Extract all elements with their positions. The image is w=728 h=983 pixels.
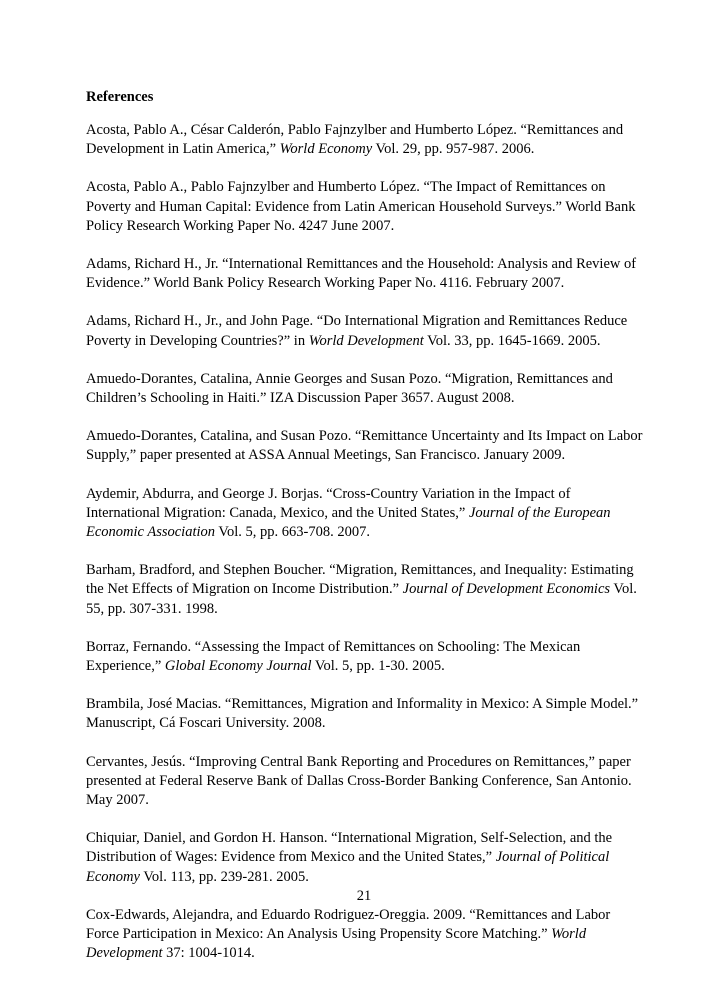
reference-text: Acosta, Pablo A., Pablo Fajnzylber and Humberto López. “The Impact of Remittances on Poverty and Human Capital: Evidence from Latin American Household Surveys.” World Bank Policy Research Working Paper No. 4247 June 2007. [86,179,636,234]
reference-text: Chiquiar, Daniel, and Gordon H. Hanson. “International Migration, Self-Selection, and the Distribution of Wages: Evidence from Mexico and the United States,” [86,830,613,866]
reference-item [86,753,646,811]
reference-item [86,906,646,964]
reference-item [86,427,646,465]
references-heading: References [86,89,154,105]
reference-journal: Journal of the European Economic Association [86,504,611,541]
reference-details: 37: 1004-1014. [162,945,255,962]
reference-journal: Global Economy Journal [164,658,312,675]
reference-journal: Journal of Development Economics [402,581,611,598]
reference-item [86,255,646,293]
reference-details: Vol. 5, pp. 663-708. 2007. [215,524,370,541]
reference-item [86,638,646,676]
reference-item [86,695,646,733]
reference-details: Vol. 5, pp. 1-30. 2005. [311,658,445,675]
reference-text: Aydemir, Abdurra, and George J. Borjas. “Cross-Country Variation in the Impact of International Migration: Canada, Mexico, and the United States,” [86,485,571,521]
reference-journal: World Development [308,332,424,349]
reference-item [86,485,646,543]
reference-list [86,121,646,983]
reference-journal: World Development [86,926,587,962]
reference-details: Vol. 113, pp. 239-281. 2005. [139,868,309,885]
reference-details: Vol. 33, pp. 1645-1669. 2005. [423,332,601,349]
reference-item [86,312,646,350]
reference-text: Brambila, José Macias. “Remittances, Migration and Informality in Mexico: A Simple Model.” Manuscript, Cá Foscari University. 2008. [86,696,639,732]
reference-text: Adams, Richard H., Jr. “International Remittances and the Household: Analysis and Review of Evidence.” World Bank Policy Research Working Paper No. 4116. February 2007. [86,256,637,292]
reference-text: Adams, Richard H., Jr., and John Page. “Do International Migration and Remittances Reduce Poverty in Developing Countries?” in [86,313,628,349]
reference-item [86,370,646,408]
reference-text: Amuedo-Dorantes, Catalina, and Susan Pozo. “Remittance Uncertainty and Its Impact on Labor Supply,” paper presented at ASSA Annual Meetings, San Francisco. January 2009. [86,428,643,464]
reference-text: Acosta, Pablo A., César Calderón, Pablo Fajnzylber and Humberto López. “Remittances and Development in Latin America,” [86,122,624,158]
reference-text: Amuedo-Dorantes, Catalina, Annie Georges and Susan Pozo. “Migration, Remittances and Children’s Schooling in Haiti.” IZA Discussion Paper 3657. August 2008. [86,370,613,407]
reference-item [86,178,646,236]
reference-journal: Journal of Political Economy [86,849,610,885]
reference-text: Cox-Edwards, Alejandra, and Eduardo Rodriguez-Oreggia. 2009. “Remittances and Labor Force Participation in Mexico: An Analysis Using Propensity Score Matching.” [86,906,611,943]
reference-details: Vol. 55, pp. 307-331. 1998. [86,581,637,617]
reference-text: Cervantes, Jesús. “Improving Central Bank Reporting and Procedures on Remittances,” paper presented at Federal Reserve Bank of Dallas Cross-Border Banking Conference, San Antonio. May 2007. [86,753,632,809]
reference-text: Barham, Bradford, and Stephen Boucher. “Migration, Remittances, and Inequality: Estimating the Net Effects of Migration on Income Distribution.” [86,562,634,598]
reference-text: Borraz, Fernando. “Assessing the Impact of Remittances on Schooling: The Mexican Experience,” [86,638,581,675]
reference-details: Vol. 29, pp. 957-987. 2006. [372,141,535,158]
reference-item [86,829,646,887]
page-number: 21 [356,888,372,904]
reference-journal: World Economy [279,141,373,158]
reference-item [86,561,646,619]
reference-item [86,121,646,159]
